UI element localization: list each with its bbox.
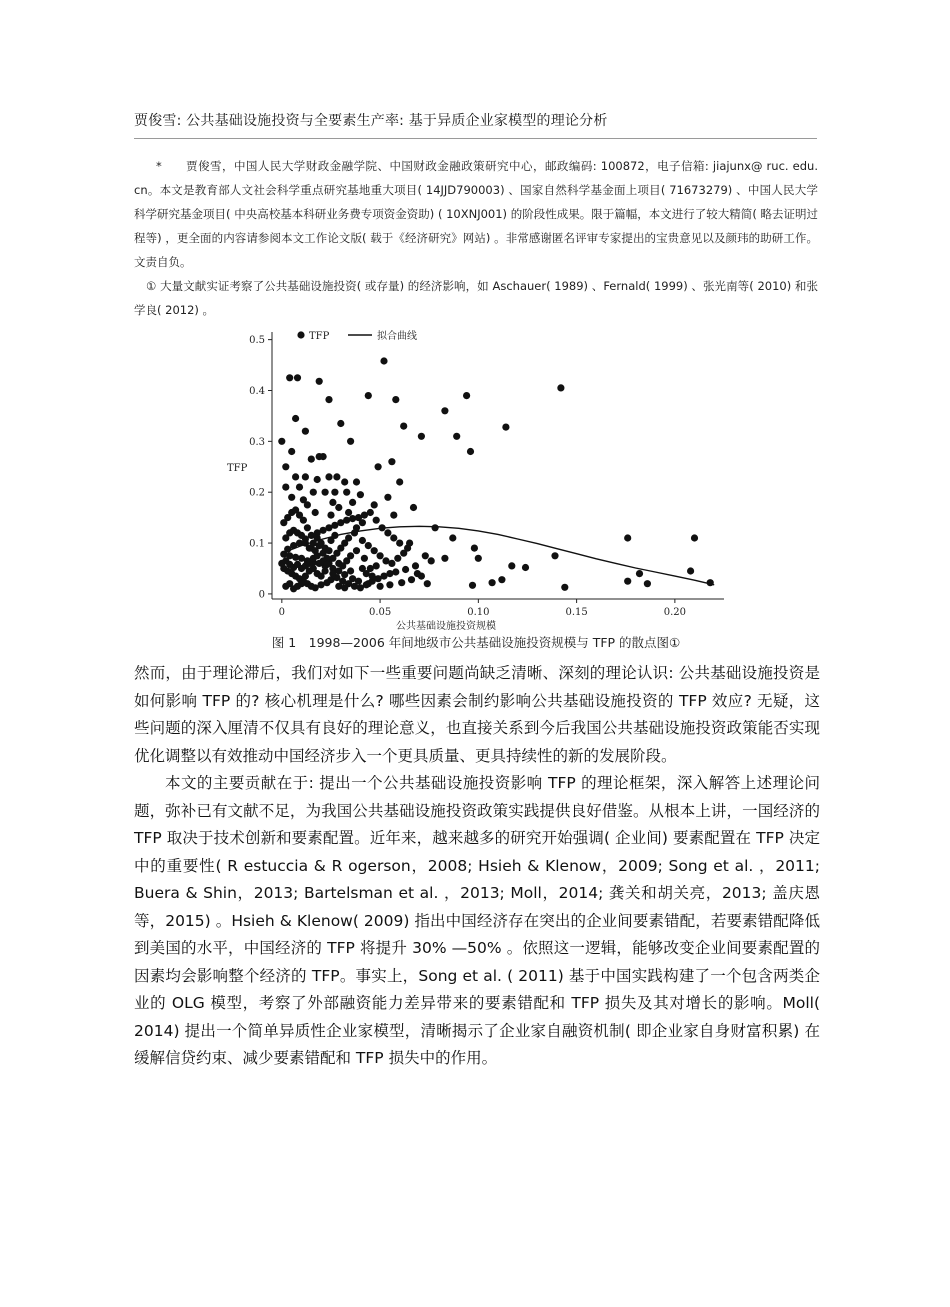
data-point <box>304 501 311 508</box>
data-point <box>561 584 568 591</box>
data-point <box>286 374 293 381</box>
data-point <box>375 463 382 470</box>
data-point <box>347 552 354 559</box>
data-point <box>349 499 356 506</box>
data-point <box>302 428 309 435</box>
data-point <box>302 473 309 480</box>
data-point <box>359 537 366 544</box>
legend-label-tfp: TFP <box>309 331 330 342</box>
y-tick-label: 0.2 <box>249 487 265 499</box>
x-axis-label: 公共基础设施投资规模 <box>396 621 496 632</box>
data-point <box>331 489 338 496</box>
y-tick-label: 0.5 <box>249 335 265 347</box>
data-point <box>394 555 401 562</box>
scatter-figure <box>222 322 742 634</box>
data-point <box>353 547 360 554</box>
data-point <box>288 448 295 455</box>
data-point <box>343 489 350 496</box>
data-point <box>422 552 429 559</box>
data-point <box>345 534 352 541</box>
y-axis-label: TFP <box>227 462 248 474</box>
data-point <box>357 491 364 498</box>
data-point <box>345 509 352 516</box>
data-point <box>441 555 448 562</box>
data-point <box>398 579 405 586</box>
data-point <box>371 547 378 554</box>
data-point <box>402 566 409 573</box>
scatter-chart <box>222 322 742 634</box>
data-point <box>489 579 496 586</box>
data-point <box>320 453 327 460</box>
data-point <box>367 509 374 516</box>
data-point <box>353 524 360 531</box>
y-tick-label: 0.4 <box>249 385 265 397</box>
data-point <box>314 552 321 559</box>
data-point <box>325 547 332 554</box>
data-point <box>341 478 348 485</box>
data-point <box>292 415 299 422</box>
data-point <box>386 570 393 577</box>
data-point <box>327 512 334 519</box>
data-point <box>310 489 317 496</box>
data-point <box>337 420 344 427</box>
data-point <box>424 580 431 587</box>
data-point <box>408 576 415 583</box>
body-text <box>134 660 820 1073</box>
data-point <box>502 424 509 431</box>
data-point <box>325 473 332 480</box>
data-point <box>384 529 391 536</box>
x-tick-label: 0.10 <box>467 607 490 618</box>
data-point <box>314 476 321 483</box>
data-point <box>441 407 448 414</box>
data-point <box>390 512 397 519</box>
data-point <box>322 489 329 496</box>
data-point <box>373 517 380 524</box>
data-point <box>469 582 476 589</box>
data-point <box>508 562 515 569</box>
data-point <box>298 580 305 587</box>
data-point <box>410 504 417 511</box>
data-point <box>296 484 303 491</box>
data-point <box>463 392 470 399</box>
running-header: 贾俊雪: 公共基础设施投资与全要素生产率: 基于异质企业家模型的理论分析 <box>134 113 608 129</box>
data-point <box>414 570 421 577</box>
data-point <box>624 534 631 541</box>
y-tick-label: 0.1 <box>249 538 265 550</box>
data-point <box>322 567 329 574</box>
data-point <box>298 532 305 539</box>
data-point <box>300 517 307 524</box>
data-point <box>384 494 391 501</box>
data-point <box>377 583 384 590</box>
author-footnote: * 贾俊雪，中国人民大学财政金融学院、中国财政金融政策研究中心，邮政编码: 100872，电子信箱: jiajunx@ ruc. edu. cn。本文是教育部人文社会科学重点研究基地重大项目( 14JJD790003) 、国家自然科学基金面上项目( 71673279) 、中国人民大学科学研究基金项目( 中央高校基本科研业务费专项资金资助) ( 10XNJ001) 的阶段性成果。限于篇幅，本文进行了较大精简( 略去证明过程等) ，更全面的内容请参阅本文工作论文版( 载于《经济研究》网站) 。非常感谢匿名评审专家提出的宝贵意见以及颜玮的助研工作。文责自负。 <box>134 159 818 269</box>
data-point <box>353 478 360 485</box>
data-point <box>312 509 319 516</box>
data-point <box>282 484 289 491</box>
data-point <box>365 392 372 399</box>
header-divider <box>134 138 817 139</box>
data-point <box>386 581 393 588</box>
data-point <box>316 378 323 385</box>
x-tick-label: 0.15 <box>565 607 588 618</box>
data-point <box>418 433 425 440</box>
data-point <box>498 576 505 583</box>
paragraph-1: 然而，由于理论滞后，我们对如下一些重要问题尚缺乏清晰、深刻的理论认识: 公共基础设施投资是如何影响 TFP 的? 核心机理是什么? 哪些因素会制约影响公共基础设施投资的 TFP 效应? 无疑，这些问题的深入厘清不仅具有良好的理论意义，也直接关系到今后我国公共基础设施投资政策能否实现优化调整以有效推动中国经济步入一个更具质量、更具持续性的新的发展阶段。 <box>134 664 820 765</box>
data-point <box>288 494 295 501</box>
legend-label-fit: 拟合曲线 <box>377 331 417 342</box>
data-point <box>400 550 407 557</box>
footnotes <box>134 154 818 322</box>
data-point <box>335 504 342 511</box>
data-point <box>475 555 482 562</box>
figure-caption: 图 1 1998—2006 年间地级市公共基础设施投资规模与 TFP 的散点图① <box>271 635 681 650</box>
data-point <box>390 534 397 541</box>
data-point <box>644 580 651 587</box>
data-point <box>373 562 380 569</box>
data-point <box>347 567 354 574</box>
y-tick-label: 0.3 <box>249 436 265 448</box>
data-point <box>453 433 460 440</box>
data-point <box>406 540 413 547</box>
x-tick-label: 0.20 <box>663 607 687 618</box>
data-point <box>412 562 419 569</box>
x-tick-label: 0 <box>278 607 286 618</box>
data-point <box>359 519 366 526</box>
y-tick-label: 0 <box>258 589 265 601</box>
data-point <box>347 438 354 445</box>
data-point <box>449 534 456 541</box>
data-point <box>365 542 372 549</box>
data-point <box>551 552 558 559</box>
data-point <box>294 374 301 381</box>
data-point <box>396 540 403 547</box>
data-point <box>687 567 694 574</box>
footnote-1: ① 大量文献实证考察了公共基础设施投资( 或存量) 的经济影响，如 Aschauer( 1989) 、Fernald( 1999) 、张光南等( 2010) 和张学良( 2012) 。 <box>134 279 818 317</box>
data-point <box>323 561 330 568</box>
data-point <box>304 524 311 531</box>
data-point <box>392 396 399 403</box>
data-point <box>308 456 315 463</box>
legend-marker-tfp <box>297 331 304 338</box>
data-point <box>369 573 376 580</box>
data-point <box>380 357 387 364</box>
data-point <box>341 584 348 591</box>
data-point <box>278 438 285 445</box>
x-tick-label: 0.05 <box>368 607 392 618</box>
data-point <box>292 473 299 480</box>
data-point <box>388 458 395 465</box>
data-point <box>333 473 340 480</box>
data-point <box>371 501 378 508</box>
data-point <box>329 570 336 577</box>
data-point <box>467 448 474 455</box>
data-point <box>325 396 332 403</box>
data-point <box>471 545 478 552</box>
data-point <box>428 557 435 564</box>
data-point <box>432 524 439 531</box>
data-point <box>329 499 336 506</box>
data-point <box>522 564 529 571</box>
data-point <box>282 463 289 470</box>
data-point <box>636 570 643 577</box>
data-point <box>388 560 395 567</box>
data-point <box>557 384 564 391</box>
data-point <box>400 423 407 430</box>
data-point <box>624 578 631 585</box>
data-point <box>396 478 403 485</box>
data-point <box>691 534 698 541</box>
paragraph-2: 本文的主要贡献在于: 提出一个公共基础设施投资影响 TFP 的理论框架，深入解答上述理论问题，弥补已有文献不足，为我国公共基础设施投资政策实践提供良好借鉴。从根本上讲，一国经济的 TFP 取决于技术创新和要素配置。近年来，越来越多的研究开始强调( 企业间) 要素配置在 TFP 决定中的重要性( R estuccia & R ogerson，2008; Hsieh & Klenow，2009; Song et al. ，2011; Buera & Shin，2013; Bartelsman et al. ，2013; Moll，2014; 龚关和胡关亮，2013; 盖庆恩等，2015) 。Hsieh & Klenow( 2009) 指出中国经济存在突出的企业间要素错配，若要素错配降低到美国的水平，中国经济的 TFP 将提升 30% —50% 。依照这一逻辑，能够改变企业间要素配置的因素均会影响整个经济的 TFP。事实上，Song et al. ( 2011) 基于中国实践构建了一个包含两类企业的 OLG 模型，考察了外部融资能力差异带来的要素错配和 TFP 损失及其对增长的影响。Moll( 2014) 提出一个简单异质性企业家模型，清晰揭示了企业家自融资机制( 即企业家自身财富积累) 在缓解信贷约束、减少要素错配和 TFP 损失中的作用。 <box>134 774 820 1067</box>
data-point <box>377 552 384 559</box>
data-point <box>361 555 368 562</box>
